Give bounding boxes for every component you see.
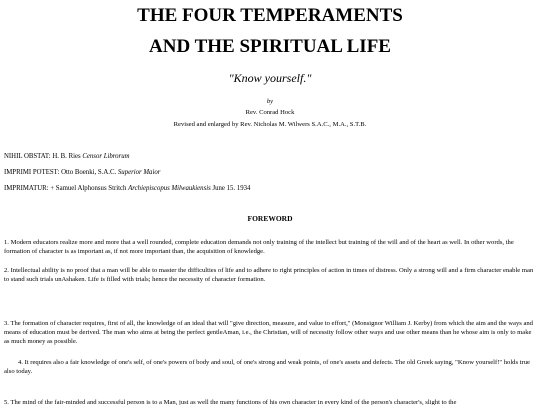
imprimatur-label: IMPRIMATUR: + Samuel Alphonsus Stritch bbox=[4, 185, 127, 192]
motto: "Know yourself." bbox=[228, 71, 312, 85]
nihil-obstat-line bbox=[4, 152, 130, 161]
foreword-paragraph-4: 4. It requires also a fair knowledge of one's self, of one's powers of body and soul, of one's strong and weak points, of one's assets and defects. The old Greek saying, "Know yourself!" holds true also today. bbox=[4, 359, 530, 376]
imprimatur-date: June 15. 1934 bbox=[212, 185, 251, 192]
title-line-1: THE FOUR TEMPERAMENTS bbox=[137, 5, 403, 26]
nihil-obstat-role: Censor Librorum bbox=[82, 153, 130, 160]
imprimatur-role: Archiepiscopus Milwaukiensis bbox=[128, 185, 211, 192]
title-line-2: AND THE SPIRITUAL LIFE bbox=[149, 36, 391, 57]
foreword-paragraph-3: 3. The formation of character requires, first of all, the knowledge of an ideal that will "give direction, measure, and value to effort," (Monsignor William J. Kerby) from which the aim and the ways and means of education must be derived. The man who aims at being the perfect gentleAman, i.e., the Christian, will of necessity follow other ways and use other means than he whose aim is only to make as much money as possible. bbox=[4, 320, 533, 346]
imprimatur-line bbox=[4, 184, 250, 193]
author: Rev. Conrad Hock bbox=[245, 109, 295, 116]
foreword-heading: FOREWORD bbox=[247, 214, 293, 223]
reviser-credit: Revised and enlarged by Rev. Nicholas M. Wilwers S.A.C., M.A., S.T.B. bbox=[173, 121, 367, 128]
foreword-paragraph-5: 5. The mind of the fair-minded and successful person is to a Man, just as well the many functions of his own character in every kind of the person's character's, slight to the bbox=[4, 399, 457, 405]
imprimi-potest-line bbox=[4, 168, 160, 177]
foreword-paragraph-1: 1. Modern educators realize more and more that a well rounded, complete education demands not only training of the intellect but training of the will and of the heart as well. In other words, the formation of character is as important as, if not more important than, the acquisition of knowledge. bbox=[4, 239, 514, 256]
foreword-paragraph-2: 2. Intellectual ability is no proof that a man will be able to master the difficulties of life and to adhere to right principles of action in times of distress. Only a strong will and a firm character enable man to stand such trials unAshaken. Life is filled with trials; hence the necessity of character formation. bbox=[4, 267, 534, 284]
nihil-obstat-label: NIHIL OBSTAT: H. B. Ries bbox=[4, 153, 81, 160]
imprimi-potest-label: IMPRIMI POTEST: Otto Boenki, S.A.C. bbox=[4, 169, 117, 176]
by-label: by bbox=[266, 98, 274, 105]
imprimi-potest-role: Superior Maior bbox=[117, 169, 161, 176]
